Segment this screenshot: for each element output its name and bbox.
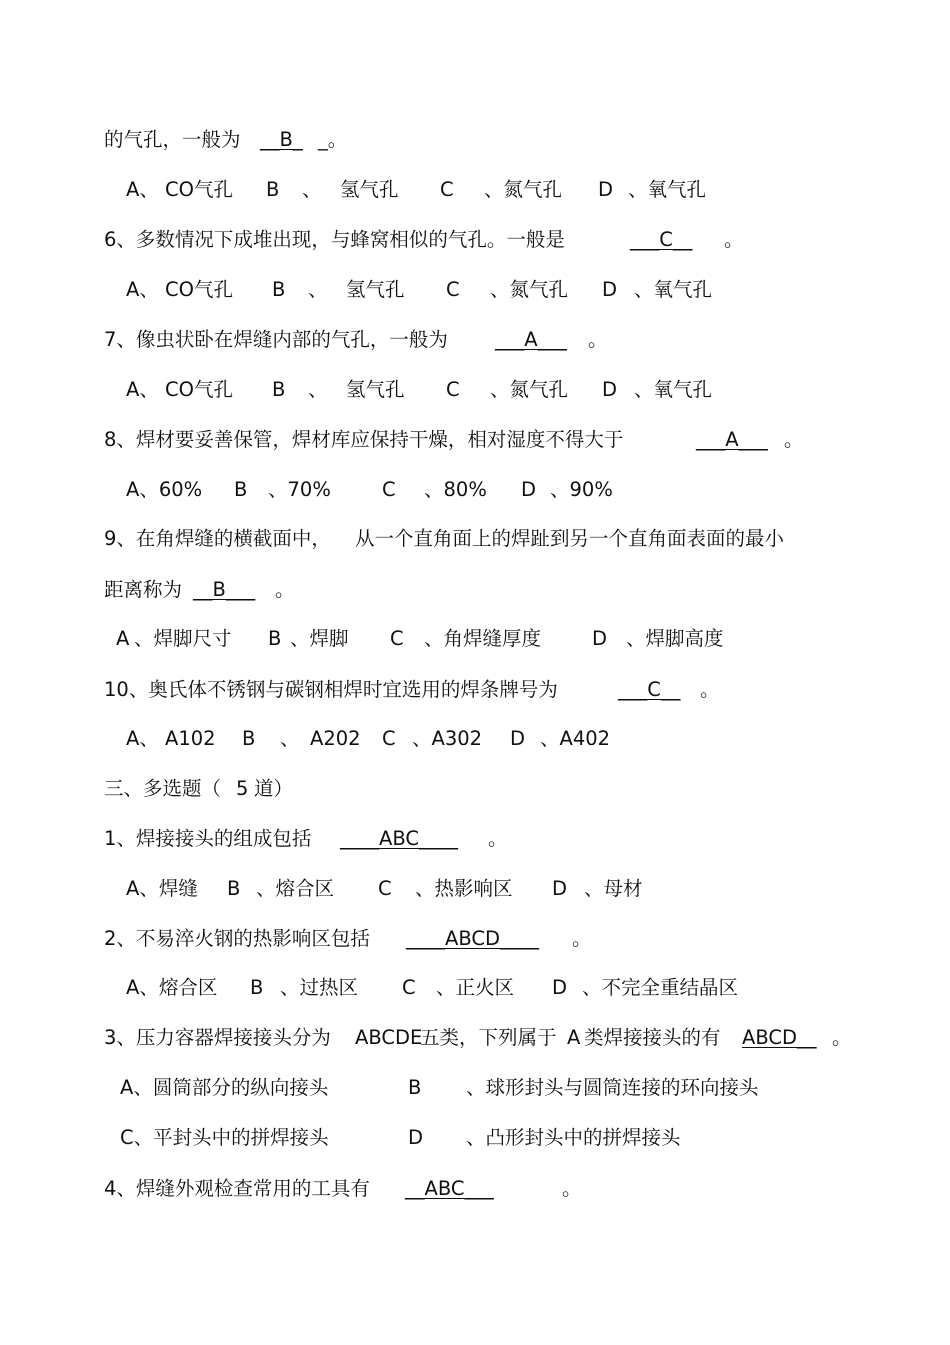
option-text: 、氧气孔 [628, 178, 707, 201]
option-label: C [446, 278, 460, 301]
option-text: 、焊脚 [290, 627, 349, 650]
option-label: A、 [126, 178, 159, 201]
question-text: 。 [562, 1177, 582, 1200]
option-label: C [446, 378, 460, 401]
option-text: 、氧气孔 [634, 378, 713, 401]
option-text: 、 [280, 727, 300, 750]
option-text: 氢气孔 [346, 378, 405, 401]
options-line [0, 973, 940, 1003]
option-label: D [408, 1126, 424, 1149]
options-line [0, 275, 940, 305]
option-text: 、氮气孔 [490, 378, 569, 401]
option-label: D [592, 627, 608, 650]
options-line [0, 175, 940, 205]
text-line [0, 924, 940, 954]
option-label: D [602, 278, 618, 301]
question-text: 。 [832, 1026, 852, 1049]
option-text: 、不完全重结晶区 [582, 976, 739, 999]
option-label: D [510, 727, 526, 750]
text-line [0, 1023, 940, 1053]
text-line [0, 325, 940, 355]
question-text: 2、不易淬火钢的热影响区包括 [104, 927, 370, 950]
option-text: C、平封头中的拼焊接头 [120, 1126, 329, 1149]
text-line [0, 824, 940, 854]
question-text: 3、压力容器焊接接头分为 [104, 1026, 331, 1049]
option-label: B [242, 727, 256, 750]
option-label: D [598, 178, 614, 201]
options-line [0, 475, 940, 505]
options-line [0, 1123, 940, 1153]
answer-blank: __B_ [260, 128, 303, 151]
options-line [0, 1073, 940, 1103]
question-text: 1、焊接接头的组成包括 [104, 827, 312, 850]
option-text: 、焊脚高度 [626, 627, 724, 650]
question-text: 。 [784, 428, 804, 451]
options-line [0, 624, 940, 654]
question-text: 7、像虫状卧在焊缝内部的气孔，一般为 [104, 328, 448, 351]
question-text: A [567, 1026, 581, 1049]
option-text: CO气孔 [165, 378, 233, 401]
text-line [0, 1174, 940, 1204]
option-text: 、角焊缝厚度 [424, 627, 542, 650]
question-text: 五类，下列属于 [420, 1026, 557, 1049]
text-line [0, 675, 940, 705]
option-text: 氢气孔 [340, 178, 399, 201]
option-text: 、 [308, 378, 328, 401]
question-text: 4、焊缝外观检查常用的工具有 [104, 1177, 370, 1200]
option-text: CO气孔 [165, 278, 233, 301]
option-label: D [552, 976, 568, 999]
option-label: B [227, 877, 241, 900]
option-text: 、 [308, 278, 328, 301]
text-line [0, 524, 940, 554]
option-label: A、 [126, 278, 159, 301]
answer-blank: ___A___ [696, 428, 768, 451]
option-text: 、焊脚尺寸 [134, 627, 232, 650]
question-text: 。 [572, 927, 592, 950]
option-label: A [116, 627, 130, 650]
options-line [0, 375, 940, 405]
option-label: C [390, 627, 404, 650]
question-text: 类焊接接头的有 [584, 1026, 721, 1049]
answer-blank: ____ABC____ [340, 827, 458, 850]
option-text: CO气孔 [165, 178, 233, 201]
options-line [0, 874, 940, 904]
question-text: 10、奥氏体不锈钢与碳钢相焊时宜选用的焊条牌号为 [104, 678, 558, 701]
option-text: 、80% [424, 478, 487, 501]
option-text: 、氮气孔 [490, 278, 569, 301]
text-line [0, 425, 940, 455]
option-label: D [552, 877, 568, 900]
option-text: 、氮气孔 [484, 178, 563, 201]
text-line [0, 575, 940, 605]
text-line [0, 125, 940, 155]
option-text: 氢气孔 [346, 278, 405, 301]
answer-blank: __ABC___ [405, 1177, 494, 1200]
question-text: 9、在角焊缝的横截面中， [104, 527, 331, 550]
option-text: 、90% [550, 478, 613, 501]
option-text: 、凸形封头中的拼焊接头 [466, 1126, 681, 1149]
answer-blank: ___C__ [618, 678, 681, 701]
option-text: A、圆筒部分的纵向接头 [120, 1076, 329, 1099]
option-text: 、A402 [540, 727, 611, 750]
option-text: 、 [302, 178, 322, 201]
question-text: _。 [318, 128, 348, 151]
option-label: D [602, 378, 618, 401]
answer-blank: ____ABCD____ [406, 927, 540, 950]
question-text: 8、焊材要妥善保管，焊材库应保持干燥，相对湿度不得大于 [104, 428, 624, 451]
options-line [0, 724, 940, 754]
answer-blank: ___A___ [495, 328, 567, 351]
answer-blank: ___C__ [630, 228, 693, 251]
option-text: 、过热区 [280, 976, 359, 999]
question-text: 。 [275, 578, 295, 601]
option-label: B [250, 976, 264, 999]
answer-blank: __B___ [193, 578, 256, 601]
question-text: 。 [488, 827, 508, 850]
option-label: A、 [126, 378, 159, 401]
option-label: C [382, 727, 396, 750]
option-label: C [378, 877, 392, 900]
option-text: A202 [310, 727, 361, 750]
option-text: 、70% [268, 478, 331, 501]
option-label: C [440, 178, 454, 201]
option-text: 、热影响区 [415, 877, 513, 900]
section-title: 道） [254, 777, 294, 800]
option-label: A、 [126, 727, 159, 750]
option-text: 、球形封头与圆筒连接的环向接头 [466, 1076, 759, 1099]
option-label: B [272, 278, 286, 301]
option-label: B [408, 1076, 422, 1099]
section-heading [0, 774, 940, 804]
option-label: C [382, 478, 396, 501]
option-label: B [268, 627, 282, 650]
option-text: 、氧气孔 [634, 278, 713, 301]
option-label: B [272, 378, 286, 401]
option-text: A102 [165, 727, 216, 750]
question-text: 距离称为 [104, 578, 183, 601]
question-text: 。 [700, 678, 720, 701]
question-text: 。 [588, 328, 608, 351]
section-title: 5 [236, 777, 249, 800]
option-text: 、母材 [584, 877, 643, 900]
question-text: 从一个直角面上的焊趾到另一个直角面表面的最小 [355, 527, 785, 550]
option-text: 、正火区 [436, 976, 515, 999]
option-text: 、熔合区 [256, 877, 335, 900]
option-label: B [266, 178, 280, 201]
question-text: ABCDE [355, 1026, 423, 1049]
option-label: C [402, 976, 416, 999]
option-text: A、熔合区 [126, 976, 218, 999]
text-line [0, 225, 940, 255]
option-text: A、焊缝 [126, 877, 198, 900]
option-label: D [521, 478, 537, 501]
option-text: A、60% [126, 478, 203, 501]
question-text: 的气孔，一般为 [104, 128, 241, 151]
section-title: 三、多选题（ [104, 777, 222, 800]
question-text: 6、多数情况下成堆出现，与蜂窝相似的气孔。一般是 [104, 228, 565, 251]
question-text: 。 [724, 228, 744, 251]
option-label: B [234, 478, 248, 501]
answer-blank: ABCD__ [742, 1026, 817, 1049]
option-text: 、A302 [412, 727, 483, 750]
